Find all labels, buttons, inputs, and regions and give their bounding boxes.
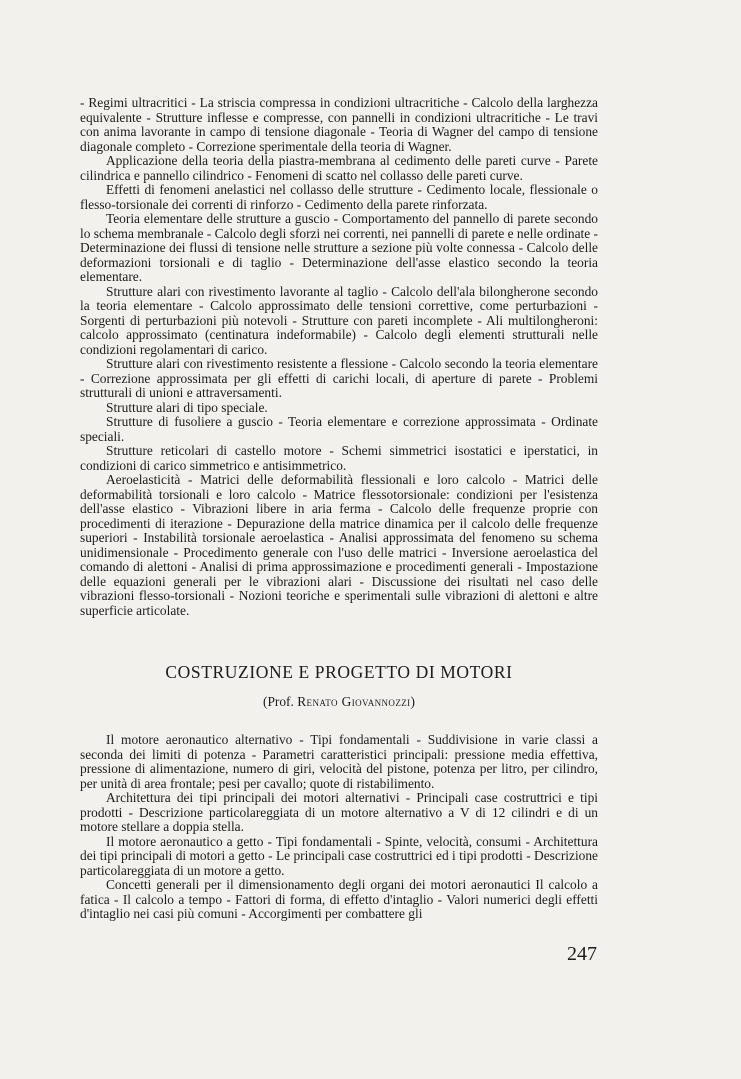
paragraph: Aeroelasticità - Matrici delle deformabilità flessionali e loro calcolo - Matrici delle deformabilità torsionali e loro calcolo - Matrice flessotorsionale: condizioni per l'esistenza dell'asse elastico - Vibrazioni libere in aria ferma - Calcolo delle frequenze proprie con procedimenti di iterazione - Depurazione della matrice dinamica per il calcolo delle frequenze superiori - Instabilità torsionale aeroelastica - Analisi approssimata del fenomeno su schema unidimensionale - Procedimento generale con l'uso delle matrici - Inversione aeroelastica del comando di alettoni - Analisi di prima approssimazione e procedimenti generali - Impostazione delle equazioni generali per le vibrazioni alari - Discussione dei risultati nel caso delle vibrazioni flesso-torsionali - Nozioni teoriche e sperimentali sulle vibrazioni di alettoni e altre superficie articolate.: [80, 472, 598, 618]
section-1-body: [80, 96, 598, 618]
author-name: Renato Giovannozzi: [297, 694, 411, 709]
paragraph: Il motore aeronautico alternativo - Tipi fondamentali - Suddivisione in varie classi a seconda dei limiti di potenza - Parametri caratteristici principali: pressione media effettiva, pressione di alimentazione, numero di giri, velocità del pistone, potenza per litro, per cilindro, per unità di area frontale; pesi per cavallo; quote di ristabilimento.: [80, 732, 598, 791]
paragraph: Effetti di fenomeni anelastici nel collasso delle strutture - Cedimento locale, flessionale o flesso-torsionale dei correnti di rinforzo - Cedimento della parete rinforzata.: [80, 182, 598, 212]
paragraph: Strutture alari con rivestimento resistente a flessione - Calcolo secondo la teoria elementare - Correzione approssimata per gli effetti di carichi locali, di aperture di parete - Problemi strutturali di unioni e attraversamenti.: [80, 356, 598, 400]
section-2-body: [80, 733, 598, 922]
paragraph: Strutture reticolari di castello motore - Schemi simmetrici isostatici e iperstatici, in condizioni di carico simmetrico e antisimmetrico.: [80, 443, 598, 473]
author-line: [80, 694, 598, 710]
paragraph: Applicazione della teoria della piastra-membrana al cedimento delle pareti curve - Parete cilindrica e pannello cilindrico - Fenomeni di scatto nel collasso delle pareti curve.: [80, 153, 598, 183]
paragraph: - Regimi ultracritici - La striscia compressa in condizioni ultracritiche - Calcolo della larghezza equivalente - Strutture inflesse e compresse, con pannelli in condizioni ultracritiche - Le travi con anima lavorante in campo di tensione diagonale - Teoria di Wagner del campo di tensione diagonale completo - Correzione sperimentale della teoria di Wagner.: [80, 95, 598, 154]
paragraph: Architettura dei tipi principali dei motori alternativi - Principali case costruttrici e tipi prodotti - Descrizione particolareggiata di un motore alternativo a V di 12 cilindri e di un motore stellare a doppia stella.: [80, 790, 598, 834]
page-number: 247: [567, 943, 597, 965]
paragraph: Concetti generali per il dimensionamento degli organi dei motori aeronautici Il calcolo a fatica - Il calcolo a tempo - Fattori di forma, di effetto d'intaglio - Valori numerici degli effetti d'intaglio nei casi più comuni - Accorgimenti per combattere gli: [80, 877, 598, 921]
paragraph: Il motore aeronautico a getto - Tipi fondamentali - Spinte, velocità, consumi - Architettura dei tipi principali di motori a getto - Le principali case costruttrici ed i tipi prodotti - Descrizione particolareggiata di un motore a getto.: [80, 833, 598, 878]
author-prefix: (Prof.: [262, 694, 294, 709]
paragraph: Strutture di fusoliere a guscio - Teoria elementare e correzione approssimata - Ordinate speciali.: [80, 414, 598, 444]
author-suffix: ): [410, 694, 415, 709]
paragraph: Strutture alari di tipo speciale.: [106, 399, 268, 415]
paragraph: Teoria elementare delle strutture a guscio - Comportamento del pannello di parete secondo lo schema membranale - Calcolo degli sforzi nei correnti, nei pannelli di parete e nelle ordinate - Determinazione dei flussi di tensione nelle strutture a sezione più volte connessa - Calcolo delle deformazioni torsionali e di taglio - Determinazione dell'asse elastico secondo la teoria elementare.: [80, 211, 598, 284]
section-title: COSTRUZIONE E PROGETTO DI MOTORI: [165, 662, 513, 682]
paragraph: Strutture alari con rivestimento lavorante al taglio - Calcolo dell'ala bilongherone secondo la teoria elementare - Calcolo approssimato delle tensioni correttive, come perturbazioni - Sorgenti di perturbazioni più notevoli - Strutture con pareti incomplete - Ali multilongheroni: calcolo approssimato (centinatura indeformabile) - Calcolo degli elementi strutturali nelle condizioni regolamentari di carico.: [80, 283, 598, 357]
